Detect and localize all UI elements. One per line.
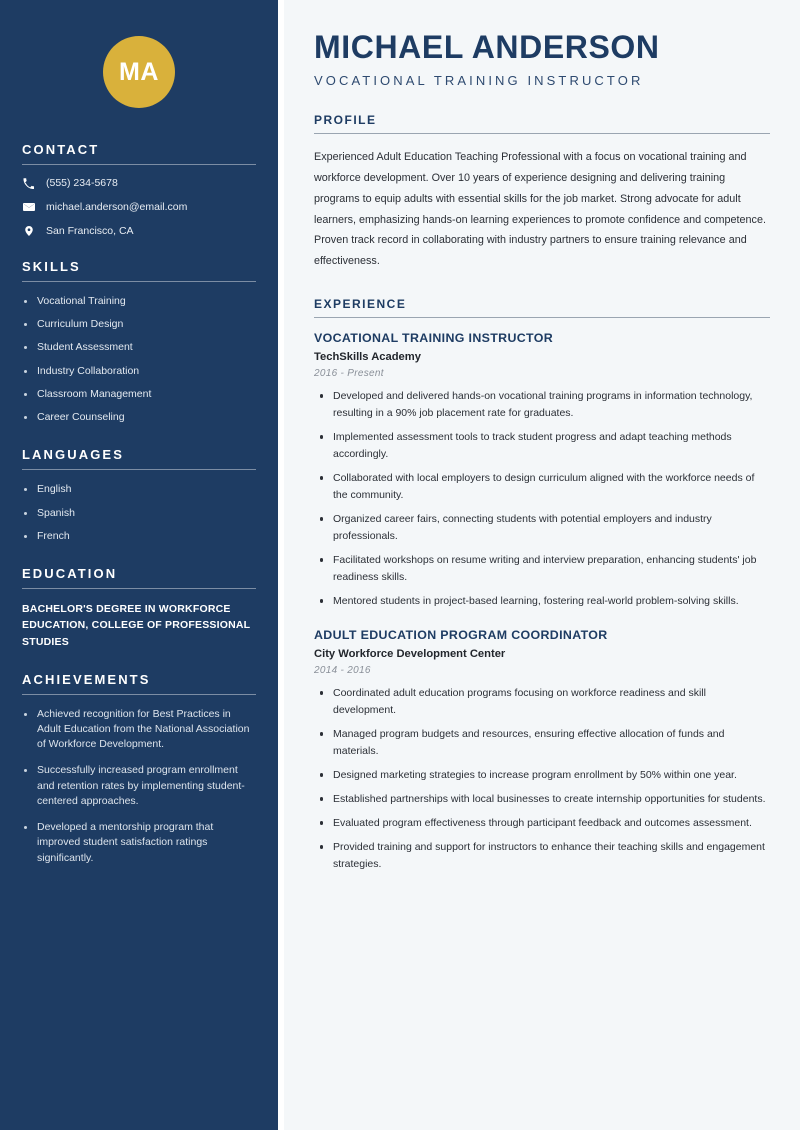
contact-divider [22,164,256,165]
experience-company: TechSkills Academy [314,351,421,364]
skills-section [22,259,256,425]
main-content [284,0,800,1130]
phone-icon [22,178,35,189]
profile-heading: PROFILE [314,112,377,127]
envelope-icon [22,201,35,213]
list-item: Provided training and support for instructors to enhance their teaching skills and engagement strategies. [314,839,770,873]
experience-bullets [314,685,770,873]
experience-job-title: ADULT EDUCATION PROGRAM COORDINATOR [314,628,608,643]
education-heading: EDUCATION [22,565,118,581]
education-entry: BACHELOR'S DEGREE IN WORKFORCE EDUCATION, COLLEGE OF PROFESSIONAL STUDIES [22,602,251,648]
languages-heading: LANGUAGES [22,447,124,463]
contact-heading: CONTACT [22,142,100,157]
list-item: Facilitated workshops on resume writing and interview preparation, enhancing students' job readiness skills. [314,552,770,586]
experience-job-title: VOCATIONAL TRAINING INSTRUCTOR [314,331,554,346]
contact-section [22,142,256,237]
list-item: Collaborated with local employers to design curriculum aligned with the workforce needs of the community. [314,470,770,504]
list-item: Designed marketing strategies to increase program enrollment by 50% within one year. [314,767,770,784]
experience-section [314,297,770,874]
experience-entry [314,628,770,873]
contact-email[interactable] [22,201,256,213]
contact-location-value: San Francisco, CA [46,225,134,237]
experience-heading: EXPERIENCE [314,296,407,311]
list-item: Coordinated adult education programs focusing on workforce readiness and skill development. [314,685,770,719]
contact-phone[interactable] [22,177,256,189]
profile-divider [314,133,770,135]
contact-email-value: michael.anderson@email.com [46,201,188,213]
languages-list [22,482,256,544]
list-item: Implemented assessment tools to track student progress and adapt teaching methods accordingly. [314,429,770,463]
list-item: Student Assessment [22,340,256,355]
list-item: Spanish [22,506,256,521]
list-item: English [22,482,256,497]
achievements-divider [22,694,256,695]
experience-divider [314,317,770,319]
experience-entry [314,331,770,610]
list-item: Evaluated program effectiveness through participant feedback and outcomes assessment. [314,815,770,832]
skills-divider [22,281,256,282]
map-pin-icon [22,225,35,237]
achievements-heading: ACHIEVEMENTS [22,671,151,687]
avatar: MA [103,36,175,108]
list-item: Mentored students in project-based learning, fostering real-world problem-solving skills. [314,593,770,610]
skills-heading: SKILLS [22,259,81,274]
experience-dates: 2016 - Present [314,368,384,380]
list-item: Managed program budgets and resources, ensuring effective allocation of funds and materials. [314,726,770,760]
list-item: Curriculum Design [22,317,256,332]
experience-company: City Workforce Development Center [314,648,506,661]
list-item: Successfully increased program enrollment and retention rates by implementing student-centered approaches. [22,763,256,809]
profile-section [314,113,770,272]
skills-list [22,294,256,425]
education-divider [22,588,256,589]
languages-divider [22,469,256,470]
languages-section [22,447,256,544]
avatar-container [22,0,256,142]
list-item: Career Counseling [22,410,256,425]
experience-dates: 2014 - 2016 [314,665,371,677]
list-item: Developed a mentorship program that improved student satisfaction ratings significantly. [22,820,256,866]
list-item: Organized career fairs, connecting students with potential employers and industry professionals. [314,511,770,545]
education-section [22,566,256,650]
achievements-section [22,672,256,866]
list-item: Classroom Management [22,387,256,402]
list-item: Vocational Training [22,294,256,309]
profile-text: Experienced Adult Education Teaching Professional with a focus on vocational training and workforce development. Over 10 years of experience designing and delivering training programs to equip adults with essential skills for the job market. Strong advocate for adult learners, emphasizing hands-on learning experiences to promote confidence and competence. Proven track record in collaborating with industry partners to ensure training relevance and effectiveness. [314,151,766,268]
achievements-list [22,707,256,866]
page-title: MICHAEL ANDERSON [314,29,660,65]
list-item: Established partnerships with local businesses to create internship opportunities for students. [314,791,770,808]
list-item: Developed and delivered hands-on vocational training programs in information technology, resulting in a 90% job placement rate for graduates. [314,388,770,422]
contact-location[interactable] [22,225,256,237]
contact-phone-value: (555) 234-5678 [46,177,118,189]
job-subtitle: VOCATIONAL TRAINING INSTRUCTOR [314,72,644,88]
sidebar [0,0,278,1130]
list-item: French [22,529,256,544]
list-item: Industry Collaboration [22,364,256,379]
list-item: Achieved recognition for Best Practices in Adult Education from the National Association of Workforce Development. [22,707,256,753]
experience-bullets [314,388,770,610]
